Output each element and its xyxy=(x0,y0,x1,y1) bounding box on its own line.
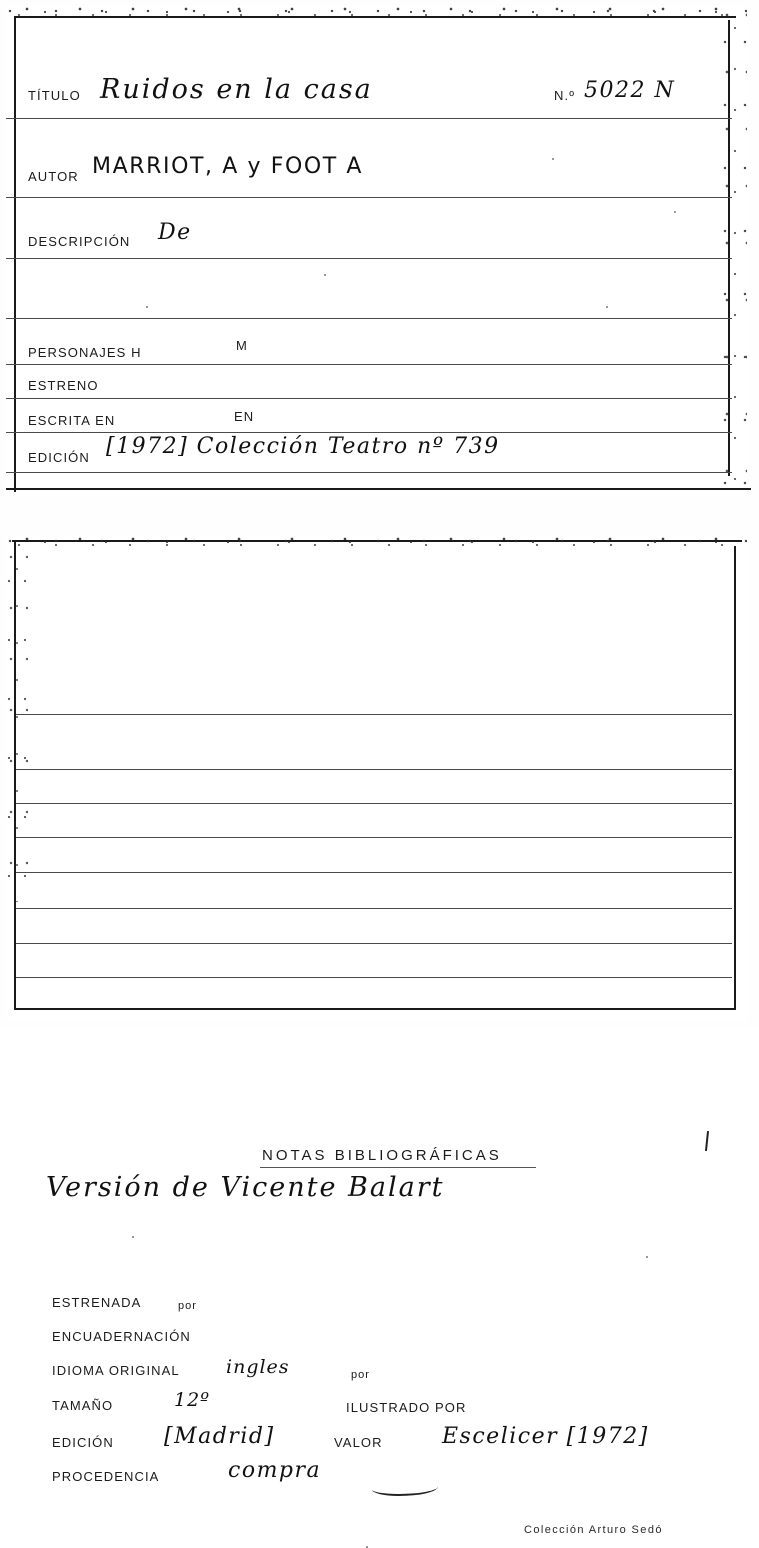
back-rule-8 xyxy=(16,977,732,978)
label-tamano: TAMAÑO xyxy=(52,1398,114,1413)
label-ilustrado-por: ILUSTRADO POR xyxy=(346,1400,467,1415)
label-procedencia: PROCEDENCIA xyxy=(52,1469,160,1484)
back-rule-4 xyxy=(16,837,732,838)
rule-8 xyxy=(6,472,732,473)
scan-noise-left-back xyxy=(6,550,28,902)
scan-speck xyxy=(606,306,608,308)
back-rule-7 xyxy=(16,943,732,944)
rule-6 xyxy=(6,398,732,399)
label-idioma-original: IDIOMA ORIGINAL xyxy=(52,1363,180,1378)
label-personajes-h: PERSONAJES H xyxy=(28,345,142,360)
value-descripcion: De xyxy=(158,220,192,245)
label-personajes-m: M xyxy=(236,338,248,353)
scan-speck xyxy=(324,274,326,276)
scan-noise-right xyxy=(721,6,747,493)
scan-noise-top xyxy=(6,6,747,20)
rule-1 xyxy=(6,118,732,119)
label-idioma-por: por xyxy=(351,1369,370,1381)
label-en: EN xyxy=(234,409,255,424)
scan-speck xyxy=(674,211,676,213)
label-edicion: EDICIÓN xyxy=(28,450,90,465)
rule-5 xyxy=(6,364,732,365)
value-titulo: Ruidos en la casa xyxy=(100,74,373,105)
rule-2 xyxy=(6,197,732,198)
card-back-border-bottom xyxy=(14,1008,736,1010)
label-numero: N.º xyxy=(554,88,576,103)
label-valor: VALOR xyxy=(334,1435,383,1450)
value-edicion-back: [Madrid] xyxy=(164,1424,275,1449)
back-rule-6 xyxy=(16,908,732,909)
rule-4 xyxy=(6,318,732,319)
value-edicion: [1972] Colección Teatro nº 739 xyxy=(106,434,500,459)
scan-speck xyxy=(132,1236,134,1238)
value-tamano: 12º xyxy=(174,1389,211,1411)
value-idioma-original: ingles xyxy=(226,1356,290,1378)
pen-flourish xyxy=(372,1480,438,1496)
label-estrenada: ESTRENADA xyxy=(52,1295,142,1310)
label-descripcion: DESCRIPCIÓN xyxy=(28,234,131,249)
value-procedencia: compra xyxy=(228,1458,322,1483)
scan-noise-top-back xyxy=(6,536,747,550)
rule-7 xyxy=(6,432,732,433)
label-titulo: TÍTULO xyxy=(28,88,81,103)
label-estrenada-por: por xyxy=(178,1300,197,1312)
card-front-border-bottom xyxy=(6,488,751,490)
label-encuadernacion: ENCUADERNACIÓN xyxy=(52,1329,191,1344)
back-rule-1 xyxy=(16,714,732,715)
value-autor: MARRIOT, A y FOOT A xyxy=(92,154,364,179)
rule-3 xyxy=(6,258,732,259)
value-numero: 5022 N xyxy=(584,78,676,103)
notes-heading: NOTAS BIBLIOGRÁFICAS xyxy=(262,1147,502,1164)
notes-heading-underline xyxy=(260,1167,536,1168)
back-rule-2 xyxy=(16,769,732,770)
collection-footer: Colección Arturo Sedó xyxy=(524,1524,663,1536)
back-rule-3 xyxy=(16,803,732,804)
label-escrita-en: ESCRITA EN xyxy=(28,413,116,428)
scan-speck xyxy=(146,306,148,308)
label-edicion-back: EDICIÓN xyxy=(52,1435,114,1450)
card-front-border-left xyxy=(14,16,16,492)
value-valor: Escelicer [1972] xyxy=(442,1424,649,1449)
catalog-card-back xyxy=(6,536,747,1536)
catalog-card-front xyxy=(6,6,747,493)
label-autor: AUTOR xyxy=(28,169,79,184)
pen-mark xyxy=(705,1131,709,1151)
scan-speck xyxy=(552,158,554,160)
card-back-border-right xyxy=(734,546,736,1010)
scan-speck xyxy=(646,1256,648,1258)
value-note-line: Versión de Vicente Balart xyxy=(46,1172,445,1203)
label-estreno: ESTRENO xyxy=(28,378,99,393)
back-rule-5 xyxy=(16,872,732,873)
